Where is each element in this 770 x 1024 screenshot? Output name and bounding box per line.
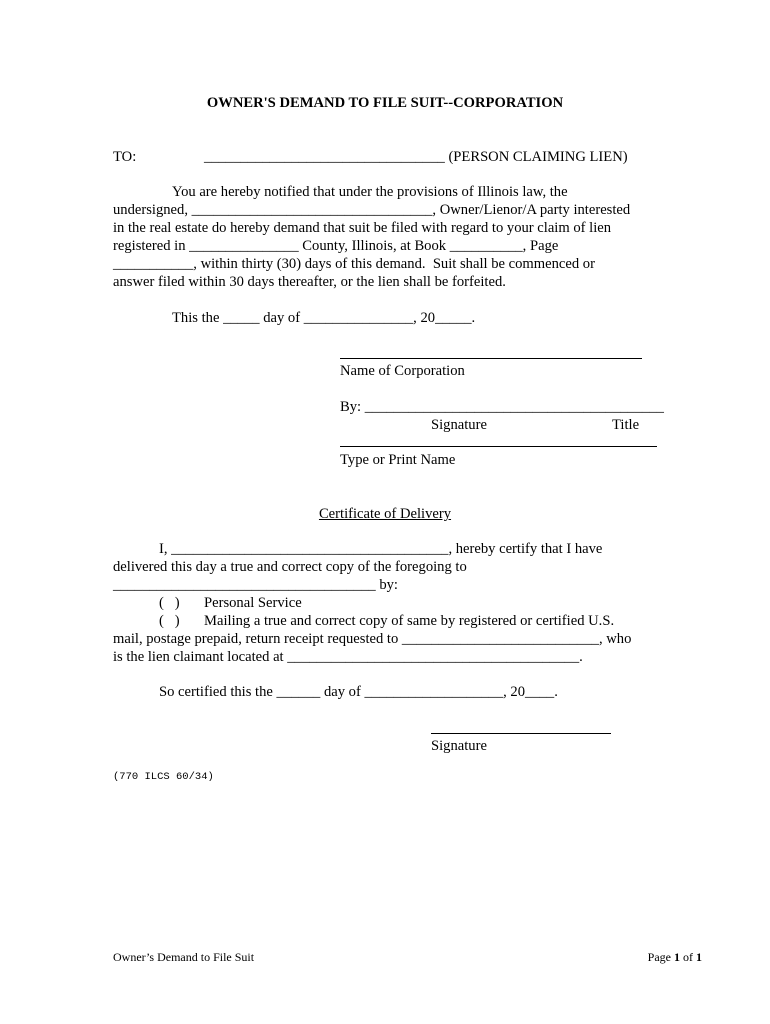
certificate-line-2: delivered this day a true and correct copy of the foregoing to [113,559,467,575]
notice-line-3: in the real estate do hereby demand that suit be filed with regard to your claim of lien [113,220,612,236]
date-line: This the _____ day of _______________, 20_____. [172,310,476,326]
footer-page-number [648,948,702,966]
notice-line-4: registered in _______________ County, Illinois, at Book __________, Page [113,238,559,254]
title-label: Title [612,417,640,433]
page-title: OWNER'S DEMAND TO FILE SUIT--CORPORATION [206,95,564,111]
page-of: of [680,950,696,964]
signature-label: Signature [431,417,487,433]
certified-date-line: So certified this the ______ day of ___________________, 20____. [159,684,558,700]
corporation-signature-line [340,358,642,359]
page-total: 1 [696,950,702,964]
by-signature-line: By: _________________________________________ [340,399,664,415]
certificate-heading: Certificate of Delivery [318,506,452,522]
notice-line-2: undersigned, _________________________________, Owner/Lienor/A party interested [113,202,631,218]
statute-citation: (770 ILCS 60/34) [113,771,214,783]
personal-service-label: Personal Service [204,595,302,611]
certificate-line-6: is the lien claimant located at ________________________________________. [113,649,583,665]
mailing-label: Mailing a true and correct copy of same by registered or certified U.S. [204,613,615,629]
mailing-checkbox[interactable]: ( ) [159,613,180,629]
page-prefix: Page [647,950,674,964]
personal-service-checkbox[interactable]: ( ) [159,595,180,611]
notice-line-6: answer filed within 30 days thereafter, or the lien shall be forfeited. [113,274,506,290]
print-name-line [340,446,657,447]
notice-line-1: You are hereby notified that under the provisions of Illinois law, the [172,184,568,200]
certificate-line-3: ____________________________________ by: [113,577,398,593]
to-label: TO: [113,149,137,165]
certificate-signature-line [431,733,611,734]
corporation-name-label: Name of Corporation [340,363,465,379]
certificate-line-5: mail, postage prepaid, return receipt requested to ___________________________, who [113,631,632,647]
print-name-label: Type or Print Name [340,452,456,468]
certificate-line-1: I, ______________________________________, hereby certify that I have [159,541,603,557]
certificate-signature-label: Signature [431,738,487,754]
notice-line-5: ___________, within thirty (30) days of this demand. Suit shall be commenced or [113,256,595,272]
footer-document-name: Owner’s Demand to File Suit [113,950,255,964]
page-current: 1 [674,950,680,964]
to-recipient-blank: _________________________________ (PERSON CLAIMING LIEN) [204,149,628,165]
